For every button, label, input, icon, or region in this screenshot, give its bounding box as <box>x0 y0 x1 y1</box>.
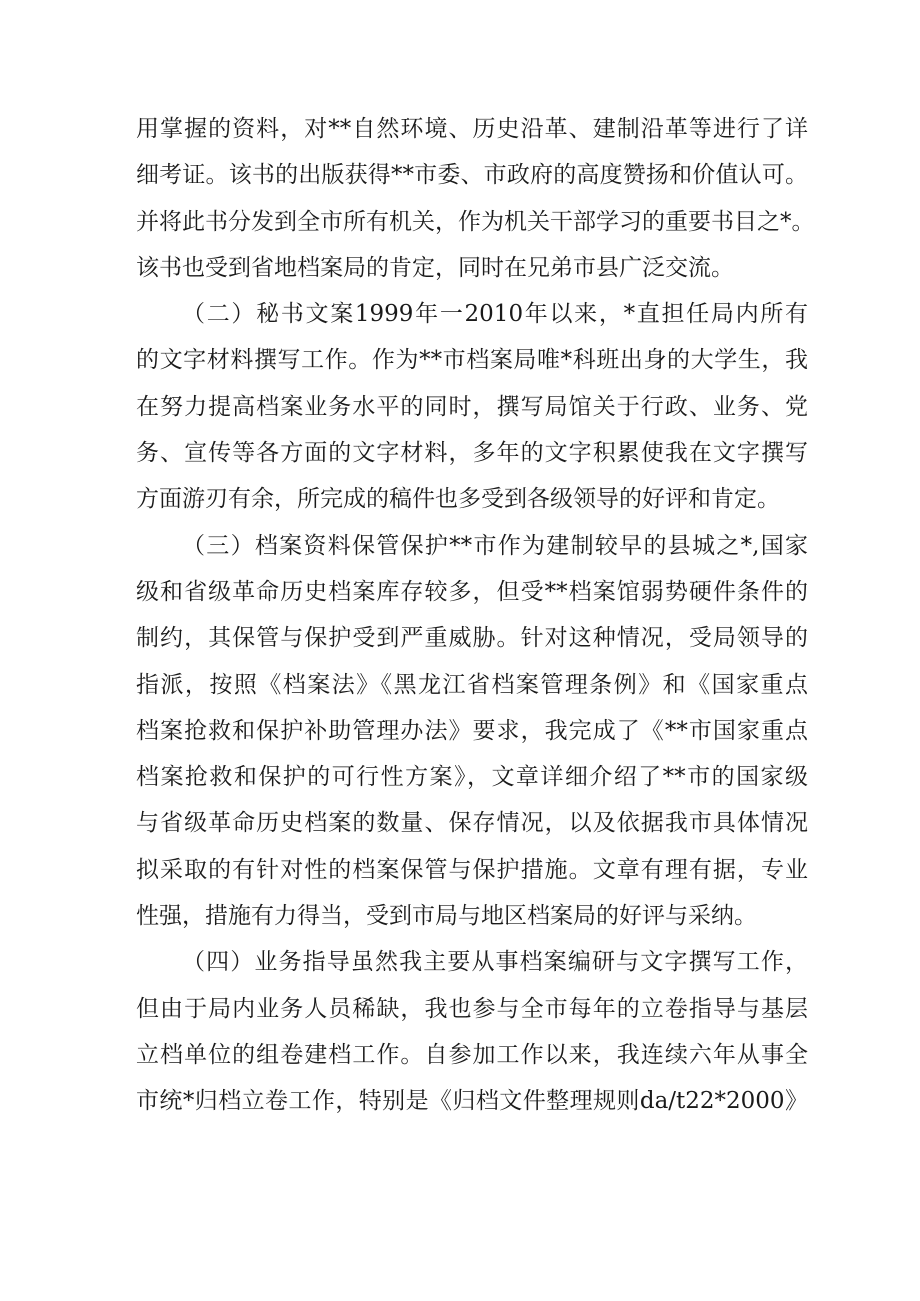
text-line: 该书也受到省地档案局的肯定，同时在兄弟市县广泛交流。 <box>136 254 734 281</box>
text-line: 档案抢救和保护的可行性方案》，文章详细介绍了**市的国家级 <box>136 764 808 791</box>
document-body <box>136 106 815 1125</box>
text-line: （二）秘书文案1999年一2010年以来，*直担任局内所有 <box>182 301 808 328</box>
text-line: 的文字材料撰写工作。作为**市档案局唯*科班出身的大学生，我 <box>136 347 808 374</box>
text-line: （三）档案资料保管保护**市作为建制较早的县城之*,国家 <box>182 532 808 559</box>
text-line: 方面游刃有余，所完成的稿件也多受到各级领导的好评和肯定。 <box>136 486 780 513</box>
text-line: 用掌握的资料，对**自然环境、历史沿革、建制沿革等进行了详 <box>136 116 808 142</box>
text-line: 并将此书分发到全市所有机关，作为机关干部学习的重要书目之*。 <box>136 208 815 235</box>
text-line: 市统*归档立卷工作，特别是《归档文件整理规则da/t22*2000》 <box>136 1088 808 1115</box>
text-line: 级和省级革命历史档案库存较多，但受**档案馆弱势硬件条件的 <box>136 578 808 605</box>
text-line: 细考证。该书的出版获得**市委、市政府的高度赞扬和价值认可。 <box>136 162 808 189</box>
text-line: 在努力提高档案业务水平的同时，撰写局馆关于行政、业务、党 <box>136 393 808 420</box>
text-line: 但由于局内业务人员稀缺，我也参与全市每年的立卷指导与基层 <box>136 995 808 1022</box>
text-line: 指派，按照《档案法》《黑龙江省档案管理条例》和《国家重点 <box>136 671 808 698</box>
text-line: 制约，其保管与保护受到严重威胁。针对这种情况，受局领导的 <box>136 625 808 652</box>
text-line: （四）业务指导虽然我主要从事档案编研与文字撰写工作， <box>182 949 808 976</box>
text-line: 拟采取的有针对性的档案保管与保护措施。文章有理有据，专业 <box>136 856 808 883</box>
text-line: 与省级革命历史档案的数量、保存情况，以及依据我市具体情况 <box>136 810 808 837</box>
text-line: 性强，措施有力得当，受到市局与地区档案局的好评与采纳。 <box>136 903 757 930</box>
text-line: 档案抢救和保护补助管理办法》要求，我完成了《**市国家重点 <box>136 717 808 744</box>
text-line: 立档单位的组卷建档工作。自参加工作以来，我连续六年从事全 <box>136 1041 808 1068</box>
text-line: 务、宣传等各方面的文字材料，多年的文字积累使我在文字撰写 <box>136 440 808 467</box>
